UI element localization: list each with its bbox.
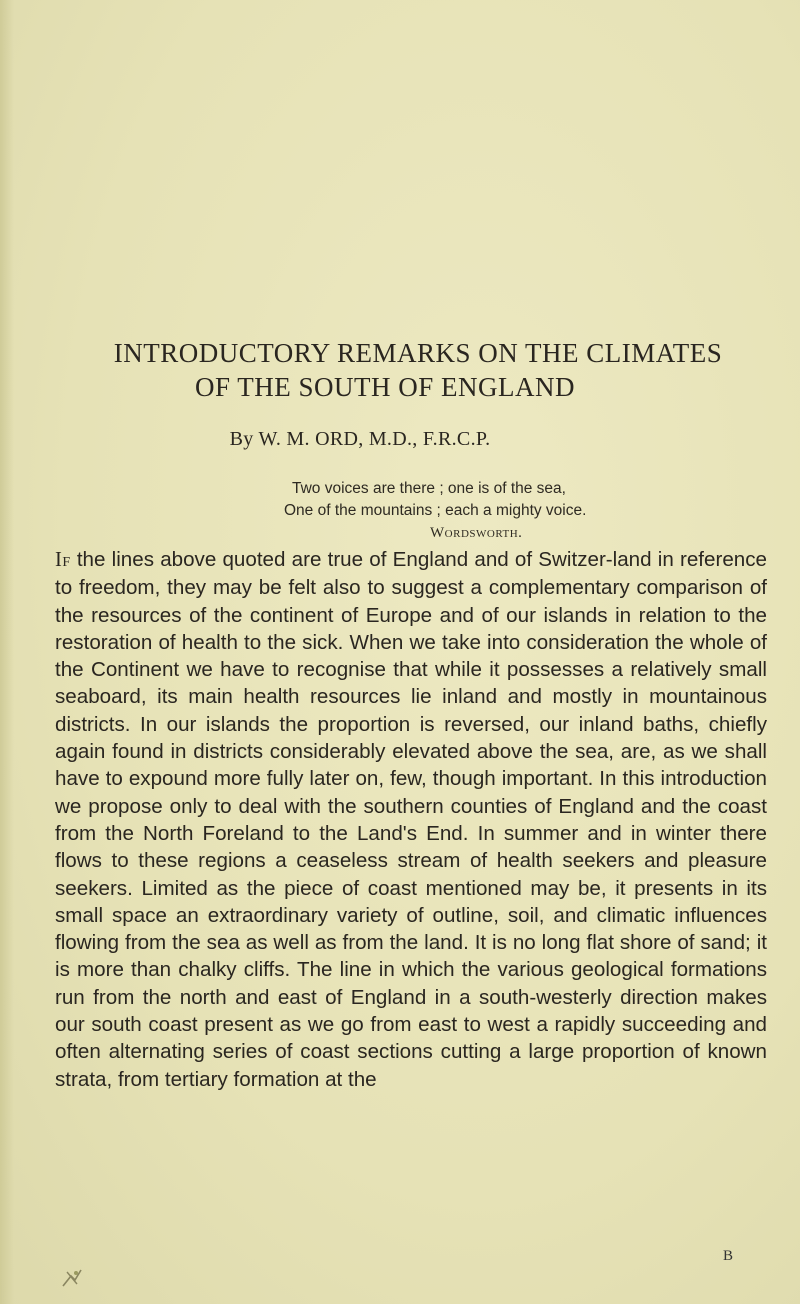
- epigraph-attribution: Wordsworth.: [430, 525, 523, 541]
- body-text: the lines above quoted are true of England and of Switzer-land in reference to freedom, they may be felt also to suggest a complementary comparison of the resources of the continent of Europe and of our islands in relation to the restoration of health to the sick. When we take into consideration the whole of the Continent we have to recognise that while it possesses a relatively small seaboard, its main health resources lie inland and mostly in mountainous districts. In our islands the proportion is reversed, our inland baths, chiefly again found in districts considerably elevated above the sea, are, as we shall have to expound more fully later on, few, though important. In this introduction we propose only to deal with the southern counties of England and the coast from the North Foreland to the Land's End. In summer and in winter there flows to these regions a ceaseless stream of health seekers and pleasure seekers. Limited as the piece of coast mentioned may be, it presents in its small space an extraordinary variety of outline, soil, and climatic influences flowing from the sea as well as from the land. It is no long flat shore of sand; it is more than chalky cliffs. The line in which the various geological formations run from the north and east of England in a south-westerly direction makes our south coast present as we go from east to west a rapidly succeeding and often alternating series of coast sections cutting a large proportion of known strata, from tertiary formation at the: [55, 548, 767, 1091]
- body-paragraph: [55, 546, 767, 1093]
- title-line-2: OF THE SOUTH OF ENGLAND: [194, 372, 575, 402]
- epigraph-line-1: Two voices are there ; one is of the sea,: [292, 480, 566, 497]
- body-lead-word: If: [55, 549, 71, 571]
- title-line-1: INTRODUCTORY REMARKS ON THE CLIMATES: [113, 338, 723, 368]
- author-byline: By W. M. ORD, M.D., F.R.C.P.: [229, 428, 491, 450]
- epigraph-line-2: One of the mountains ; each a mighty voice.: [284, 502, 587, 519]
- library-stamp-icon: [61, 1268, 83, 1288]
- epigraph: [284, 478, 587, 544]
- page-title: [0, 336, 800, 404]
- signature-mark: B: [723, 1248, 734, 1264]
- page-gutter-shadow: [0, 0, 14, 1304]
